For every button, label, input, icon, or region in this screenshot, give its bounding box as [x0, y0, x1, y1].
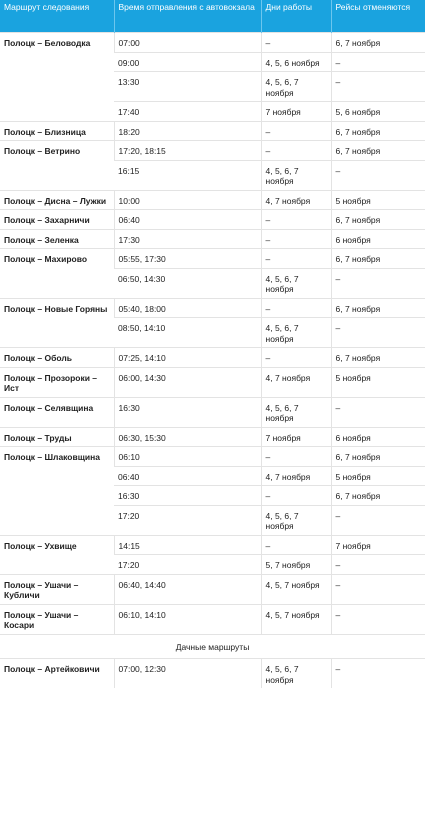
route-name: Полоцк – Селявщина [0, 397, 114, 427]
section-title: Дачные маршруты [0, 634, 425, 659]
cancelled-days: 5 ноября [331, 367, 425, 397]
departure-time: 06:50, 14:30 [114, 268, 261, 298]
operating-days: 4, 5, 6, 7 ноября [261, 268, 331, 298]
table-row [0, 348, 425, 368]
departure-time: 10:00 [114, 190, 261, 210]
cancelled-days: 6, 7 ноября [331, 348, 425, 368]
table-header [0, 0, 425, 33]
route-name: Полоцк – Ушачи – Косари [0, 604, 114, 634]
operating-days: 4, 7 ноября [261, 367, 331, 397]
operating-days: – [261, 141, 331, 161]
cancelled-days: 6, 7 ноября [331, 298, 425, 318]
operating-days: 4, 5, 6, 7 ноября [261, 72, 331, 102]
cancelled-days: – [331, 574, 425, 604]
cancelled-days: 6, 7 ноября [331, 33, 425, 53]
operating-days: 4, 5, 6, 7 ноября [261, 505, 331, 535]
departure-time: 08:50, 14:10 [114, 318, 261, 348]
route-name: Полоцк – Беловодка [0, 33, 114, 122]
operating-days: – [261, 229, 331, 249]
operating-days: 4, 5, 7 ноября [261, 604, 331, 634]
route-name: Полоцк – Близница [0, 121, 114, 141]
cancelled-days: – [331, 555, 425, 575]
header-operating-days: Дни работы [261, 0, 331, 33]
table-row [0, 659, 425, 689]
cancelled-days: – [331, 604, 425, 634]
operating-days: – [261, 348, 331, 368]
operating-days: 4, 5, 6, 7 ноября [261, 659, 331, 689]
route-name: Полоцк – Махирово [0, 249, 114, 299]
departure-time: 09:00 [114, 52, 261, 72]
header-cancelled: Рейсы отменяются [331, 0, 425, 33]
departure-time: 07:00 [114, 33, 261, 53]
cancelled-days: – [331, 397, 425, 427]
cancelled-days: 6, 7 ноября [331, 141, 425, 161]
route-name: Полоцк – Шлаковщина [0, 447, 114, 536]
cancelled-days: 6, 7 ноября [331, 121, 425, 141]
operating-days: – [261, 33, 331, 53]
departure-time: 06:10, 14:10 [114, 604, 261, 634]
operating-days: – [261, 298, 331, 318]
departure-time: 17:30 [114, 229, 261, 249]
departure-time: 17:40 [114, 102, 261, 122]
departure-time: 16:15 [114, 160, 261, 190]
table-row [0, 229, 425, 249]
table-row [0, 210, 425, 230]
cancelled-days: 5 ноября [331, 466, 425, 486]
table-row [0, 447, 425, 467]
table-row [0, 190, 425, 210]
departure-time: 17:20 [114, 505, 261, 535]
route-name: Полоцк – Ушачи – Кубличи [0, 574, 114, 604]
table-row [0, 604, 425, 634]
operating-days: 4, 5, 6, 7 ноября [261, 397, 331, 427]
table-row [0, 298, 425, 318]
cancelled-days: 6, 7 ноября [331, 210, 425, 230]
header-departure-time: Время отправления с автовокзала [114, 0, 261, 33]
table-row [0, 33, 425, 53]
table-row [0, 535, 425, 555]
departure-time: 06:40 [114, 210, 261, 230]
departure-time: 17:20, 18:15 [114, 141, 261, 161]
cancelled-days: 6 ноября [331, 229, 425, 249]
section-row [0, 634, 425, 659]
operating-days: 7 ноября [261, 427, 331, 447]
route-name: Полоцк – Прозороки – Ист [0, 367, 114, 397]
departure-time: 16:30 [114, 397, 261, 427]
route-name: Полоцк – Ухвище [0, 535, 114, 574]
operating-days: 4, 5, 6, 7 ноября [261, 160, 331, 190]
cancelled-days: 6 ноября [331, 427, 425, 447]
route-name: Полоцк – Захарничи [0, 210, 114, 230]
header-route: Маршрут следования [0, 0, 114, 33]
route-name: Полоцк – Ветрино [0, 141, 114, 191]
operating-days: 4, 5, 6 ноября [261, 52, 331, 72]
table-row [0, 367, 425, 397]
table-row [0, 427, 425, 447]
cancelled-days: 6, 7 ноября [331, 249, 425, 269]
route-name: Полоцк – Артейковичи [0, 659, 114, 689]
departure-time: 06:40 [114, 466, 261, 486]
operating-days: 4, 7 ноября [261, 466, 331, 486]
cancelled-days: 5, 6 ноября [331, 102, 425, 122]
table-row [0, 121, 425, 141]
cancelled-days: 6, 7 ноября [331, 447, 425, 467]
route-name: Полоцк – Оболь [0, 348, 114, 368]
route-name: Полоцк – Дисна – Лужки [0, 190, 114, 210]
departure-time: 13:30 [114, 72, 261, 102]
cancelled-days: – [331, 505, 425, 535]
departure-time: 16:30 [114, 486, 261, 506]
departure-time: 17:20 [114, 555, 261, 575]
cancelled-days: 5 ноября [331, 190, 425, 210]
departure-time: 05:55, 17:30 [114, 249, 261, 269]
departure-time: 07:00, 12:30 [114, 659, 261, 689]
operating-days: – [261, 210, 331, 230]
operating-days: – [261, 486, 331, 506]
cancelled-days: – [331, 52, 425, 72]
route-name: Полоцк – Труды [0, 427, 114, 447]
operating-days: – [261, 121, 331, 141]
table-row [0, 249, 425, 269]
table-row [0, 574, 425, 604]
departure-time: 06:40, 14:40 [114, 574, 261, 604]
operating-days: – [261, 447, 331, 467]
operating-days: – [261, 249, 331, 269]
departure-time: 06:10 [114, 447, 261, 467]
departure-time: 06:30, 15:30 [114, 427, 261, 447]
operating-days: 5, 7 ноября [261, 555, 331, 575]
departure-time: 07:25, 14:10 [114, 348, 261, 368]
operating-days: 4, 7 ноября [261, 190, 331, 210]
table-row [0, 141, 425, 161]
departure-time: 06:00, 14:30 [114, 367, 261, 397]
cancelled-days: – [331, 318, 425, 348]
operating-days: – [261, 535, 331, 555]
route-name: Полоцк – Зеленка [0, 229, 114, 249]
cancelled-days: – [331, 268, 425, 298]
departure-time: 05:40, 18:00 [114, 298, 261, 318]
operating-days: 7 ноября [261, 102, 331, 122]
departure-time: 14:15 [114, 535, 261, 555]
operating-days: 4, 5, 7 ноября [261, 574, 331, 604]
table-body [0, 33, 425, 689]
route-name: Полоцк – Новые Горяны [0, 298, 114, 348]
cancelled-days: 6, 7 ноября [331, 486, 425, 506]
cancelled-days: – [331, 160, 425, 190]
cancelled-days: – [331, 72, 425, 102]
cancelled-days: – [331, 659, 425, 689]
operating-days: 4, 5, 6, 7 ноября [261, 318, 331, 348]
table-row [0, 397, 425, 427]
cancelled-days: 7 ноября [331, 535, 425, 555]
departure-time: 18:20 [114, 121, 261, 141]
